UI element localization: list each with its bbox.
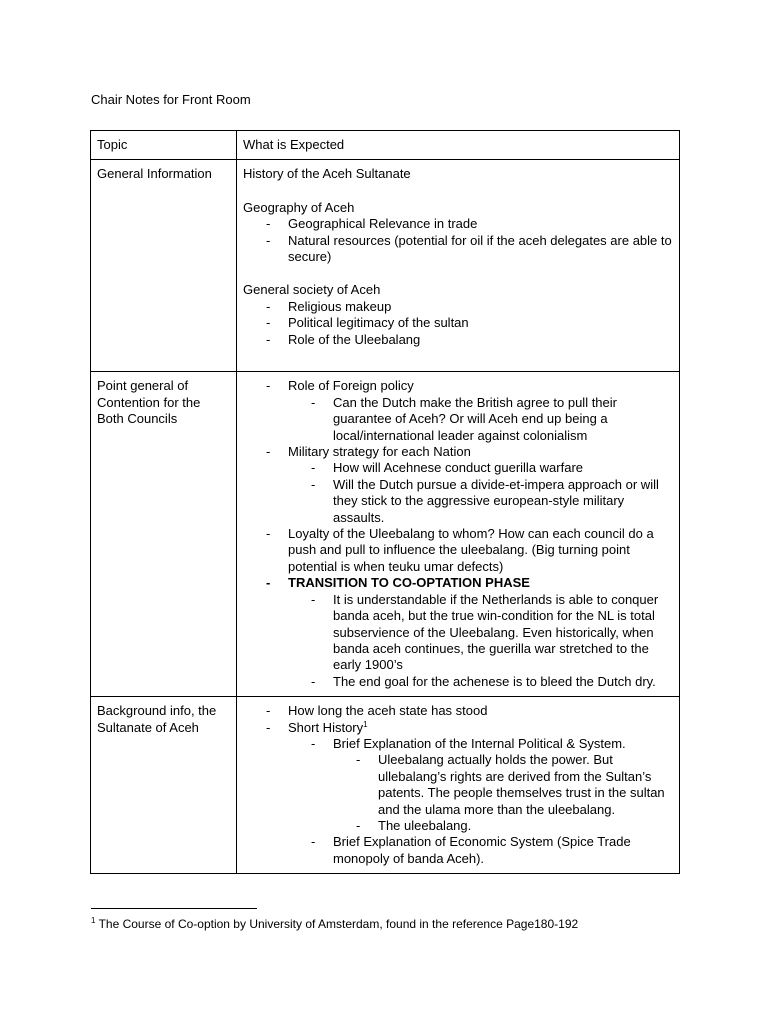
military-strategy-label: Military strategy for each Nation: [288, 444, 471, 460]
foreign-policy-label: Role of Foreign policy: [288, 378, 414, 394]
list-item: [288, 378, 673, 444]
list-item: - Geographical Relevance in trade: [288, 216, 673, 232]
society-list: [243, 299, 673, 348]
topic-general: General Information: [91, 160, 237, 372]
table-row-background: [91, 697, 680, 874]
list-item: - Can the Dutch make the British agree to pull their guarantee of Aceh? Or will Aceh end up being a local/international leader against colonialism: [333, 395, 673, 444]
contention-list: [243, 378, 673, 690]
table-row-contention: [91, 372, 680, 697]
table-row-general: [91, 160, 680, 372]
footnote-ref: 1: [363, 719, 368, 729]
topic-background: Background info, the Sultanate of Aceh: [91, 697, 237, 874]
geography-list: [243, 216, 673, 265]
expected-contention: [237, 372, 680, 697]
footnote-divider: [91, 908, 257, 909]
list-item: - Religious makeup: [288, 299, 673, 315]
list-item: - Will the Dutch pursue a divide-et-impera approach or will they stick to the aggressive european-style military assaults.: [333, 477, 673, 526]
short-history-label: Short History: [288, 719, 364, 735]
political-system-label: Brief Explanation of the Internal Political & System.: [333, 735, 626, 751]
list-item: [288, 720, 673, 868]
list-item: - How will Acehnese conduct guerilla warfare: [333, 460, 673, 476]
expected-background: [237, 697, 680, 874]
list-item: - Political legitimacy of the sultan: [288, 315, 673, 331]
list-item: - Natural resources (potential for oil if the aceh delegates are able to secure): [288, 233, 673, 266]
list-item: [288, 575, 673, 690]
header-topic: Topic: [91, 131, 237, 160]
list-item: - Role of the Uleebalang: [288, 332, 673, 348]
document-title: Chair Notes for Front Room: [91, 92, 251, 107]
list-item: - Loyalty of the Uleebalang to whom? How can each council do a push and pull to influence the uleebalang. (Big turning point potential is when teuku umar defects): [288, 526, 673, 575]
list-item: [288, 444, 673, 526]
society-heading: General society of Aceh: [243, 282, 381, 298]
table-header-row: [91, 131, 680, 160]
header-expected: What is Expected: [237, 131, 680, 160]
list-item: - It is understandable if the Netherlands is able to conquer banda aceh, but the true win-condition for the NL is total subservience of the Uleebalang. Even historically, when banda aceh continues, the guerilla war stretched to the early 1900’s: [333, 592, 673, 674]
transition-label: TRANSITION TO CO-OPTATION PHASE: [288, 575, 530, 591]
geography-heading: Geography of Aceh: [243, 199, 355, 215]
background-list: [243, 703, 673, 867]
list-item: - The end goal for the achenese is to bleed the Dutch dry.: [333, 674, 673, 690]
topic-contention: Point general of Contention for the Both Councils: [91, 372, 237, 697]
list-item: - Brief Explanation of Economic System (Spice Trade monopoly of banda Aceh).: [333, 834, 673, 867]
expected-general: [237, 160, 680, 372]
list-item: - How long the aceh state has stood: [288, 703, 673, 719]
footnote-text: The Course of Co-option by University of Amsterdam, found in the reference Page180-192: [95, 917, 579, 931]
list-item: - Uleebalang actually holds the power. But ullebalang’s rights are derived from the Sultan’s patents. The people themselves trust in the sultan and the ulama more than the uleebalang.: [378, 752, 673, 818]
footnote: [91, 916, 578, 932]
footnote-number: 1: [91, 916, 96, 925]
list-item: [333, 736, 673, 834]
list-item: - The uleebalang.: [378, 818, 673, 834]
history-heading: History of the Aceh Sultanate: [243, 166, 411, 182]
chair-notes-table: [90, 130, 680, 874]
